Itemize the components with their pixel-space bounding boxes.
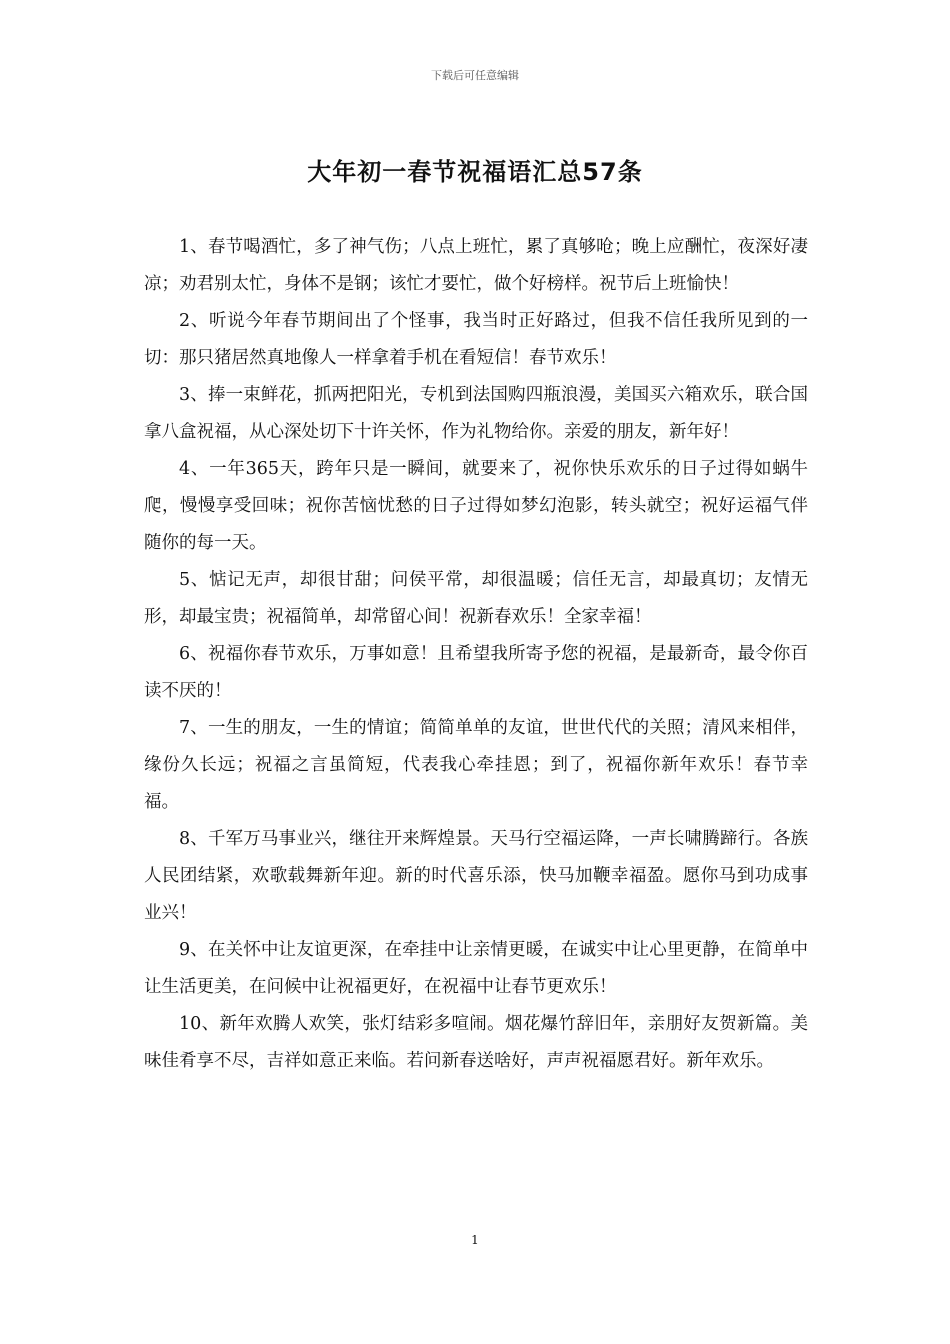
blessing-paragraph-1: 1、春节喝酒忙，多了神气伤；八点上班忙，累了真够呛；晚上应酬忙，夜深好凄凉；劝君别太忙，身体不是钢；该忙才要忙，做个好榜样。祝节后上班愉快！ bbox=[144, 237, 808, 294]
blessing-paragraph-7: 7、一生的朋友，一生的情谊；简简单单的友谊，世世代代的关照；清风来相伴，缘份久长远；祝福之言虽简短，代表我心牵挂恩；到了，祝福你新年欢乐！春节幸福。 bbox=[144, 718, 808, 812]
blessing-paragraph-4: 4、一年365天，跨年只是一瞬间，就要来了，祝你快乐欢乐的日子过得如蜗牛爬，慢慢享受回味；祝你苦恼忧愁的日子过得如梦幻泡影，转头就空；祝好运福气伴随你的每一天。 bbox=[144, 459, 808, 553]
blessing-paragraph-9: 9、在关怀中让友谊更深，在牵挂中让亲情更暖，在诚实中让心里更静，在简单中让生活更美，在问候中让祝福更好，在祝福中让春节更欢乐！ bbox=[144, 940, 808, 997]
blessing-paragraph-3: 3、捧一束鲜花，抓两把阳光，专机到法国购四瓶浪漫，美国买六箱欢乐，联合国拿八盒祝福，从心深处切下十许关怀，作为礼物给你。亲爱的朋友，新年好！ bbox=[144, 385, 808, 442]
blessing-paragraph-6: 6、祝福你春节欢乐，万事如意！且希望我所寄予您的祝福，是最新奇，最令你百读不厌的！ bbox=[144, 644, 808, 701]
blessing-paragraph-10: 10、新年欢腾人欢笑，张灯结彩多喧闹。烟花爆竹辞旧年，亲朋好友贺新篇。美味佳肴享不尽，吉祥如意正来临。若问新春送啥好，声声祝福愿君好。新年欢乐。 bbox=[144, 1014, 808, 1071]
blessing-paragraph-8: 8、千军万马事业兴，继往开来辉煌景。天马行空福运降，一声长啸腾蹄行。各族人民团结紧，欢歌载舞新年迎。新的时代喜乐添，快马加鞭幸福盈。愿你马到功成事业兴！ bbox=[144, 829, 808, 923]
document-title: 大年初一春节祝福语汇总57条 bbox=[307, 158, 643, 186]
document-body bbox=[144, 229, 808, 1080]
blessing-paragraph-5: 5、惦记无声，却很甘甜；问侯平常，却很温暖；信任无言，却最真切；友情无形，却最宝贵；祝福简单，却常留心间！祝新春欢乐！全家幸福！ bbox=[144, 570, 808, 627]
header-note: 下载后可任意编辑 bbox=[431, 69, 519, 82]
blessing-paragraph-2: 2、听说今年春节期间出了个怪事，我当时正好路过，但我不信任我所见到的一切：那只猪居然真地像人一样拿着手机在看短信！春节欢乐！ bbox=[144, 311, 808, 368]
page-number: 1 bbox=[471, 1233, 479, 1247]
